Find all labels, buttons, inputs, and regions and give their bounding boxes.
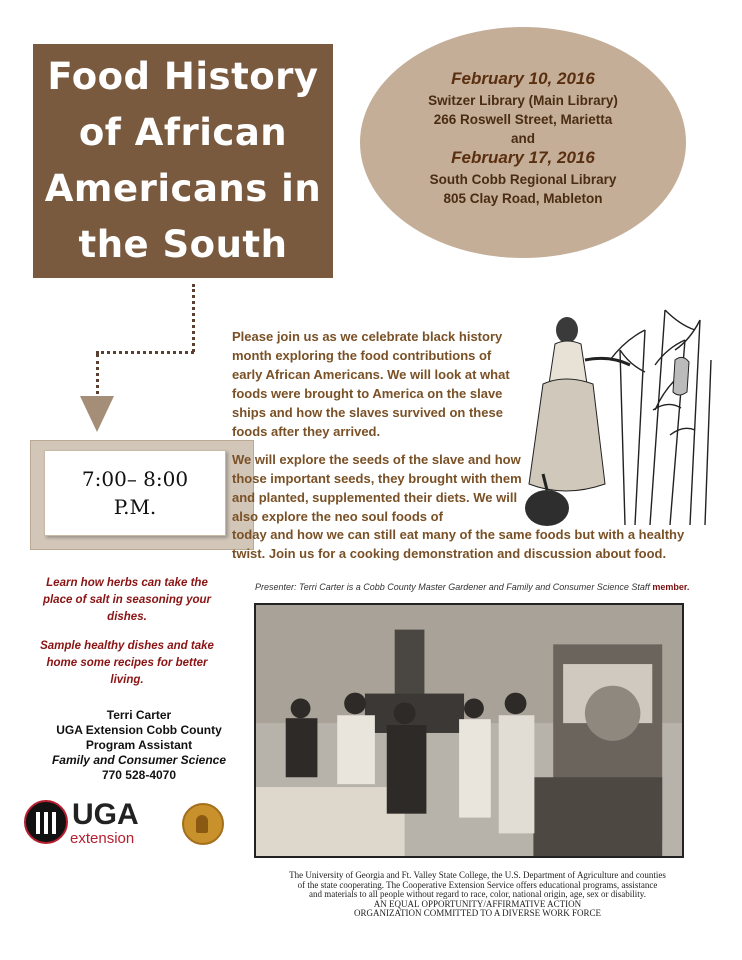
event-date-2: February 17, 2016	[451, 148, 595, 167]
title-box	[33, 44, 333, 278]
dotted-connector	[192, 284, 195, 352]
cane-field-illustration	[525, 290, 715, 530]
down-arrow-icon	[80, 396, 114, 432]
arch-icon	[24, 800, 68, 844]
logo-name: UGA	[72, 798, 139, 831]
dotted-connector	[96, 351, 194, 354]
herbs-note: Learn how herbs can take the place of salt in seasoning your dishes.	[42, 577, 212, 623]
contact-role: Program Assistant	[85, 738, 193, 752]
event-venue-1: Switzer Library (Main Library)	[428, 93, 618, 108]
contact-phone: 770 528-4070	[101, 768, 177, 782]
contact-name: Terri Carter	[106, 708, 172, 722]
logo-sub: extension	[70, 830, 135, 847]
contact-block	[40, 708, 238, 783]
contact-org: UGA Extension Cobb County	[56, 723, 222, 737]
legal-footer: The University of Georgia and Ft. Valley State College, the U.S. Department of Agriculture and counties of the state cooperating. The Cooperative Extension Service offers educational programs, assistance and materials to all people without regard to race, color, national origin, age, sex or disability. AN EQUAL OPPORTUNITY/AFFIRMATIVE ACTION ORGANIZATION COMMITTED TO A DIVERSE WORK FORCE	[289, 870, 666, 918]
seeds-paragraph: We will explore the seeds of the slave and how those important seeds, they brought with them and planted, supplemented their diets. We will also explore the neo soul foods of	[232, 452, 522, 524]
event-venue-2: South Cobb Regional Library	[429, 172, 617, 187]
event-address-1: 266 Roswell Street, Marietta	[433, 112, 613, 127]
contact-dept: Family and Consumer Science	[51, 753, 227, 767]
dotted-connector	[96, 354, 99, 394]
presenter-line: Presenter: Terri Carter is a Cobb County Master Gardener and Family and Consumer Science Staff member.	[255, 582, 690, 592]
time-card	[44, 450, 226, 536]
intro-paragraph: Please join us as we celebrate black history month exploring the food contributions of early African Americans. We will look at what foods were brought to America on the slave ships and how the slaves survived on these foods after they arrived.	[232, 329, 510, 439]
historical-kitchen-photo	[254, 603, 684, 858]
sample-note: Sample healthy dishes and take home some recipes for better living.	[40, 640, 214, 686]
presenter-emphasis: member.	[652, 582, 690, 592]
event-title: Food History of African Americans in the South	[44, 55, 322, 266]
uga-extension-logo	[24, 800, 152, 850]
event-connector: and	[510, 131, 535, 146]
cooking-paragraph: today and how we can still eat many of the same foods but with a healthy twist. Join us for a cooking demonstration and discussion about food.	[232, 527, 685, 561]
county-seal-icon	[182, 803, 224, 845]
date-location-ellipse	[360, 27, 686, 258]
event-address-2: 805 Clay Road, Mableton	[443, 191, 603, 206]
event-date-1: February 10, 2016	[451, 69, 595, 88]
event-time: 7:00– 8:00 P.M.	[81, 467, 189, 519]
